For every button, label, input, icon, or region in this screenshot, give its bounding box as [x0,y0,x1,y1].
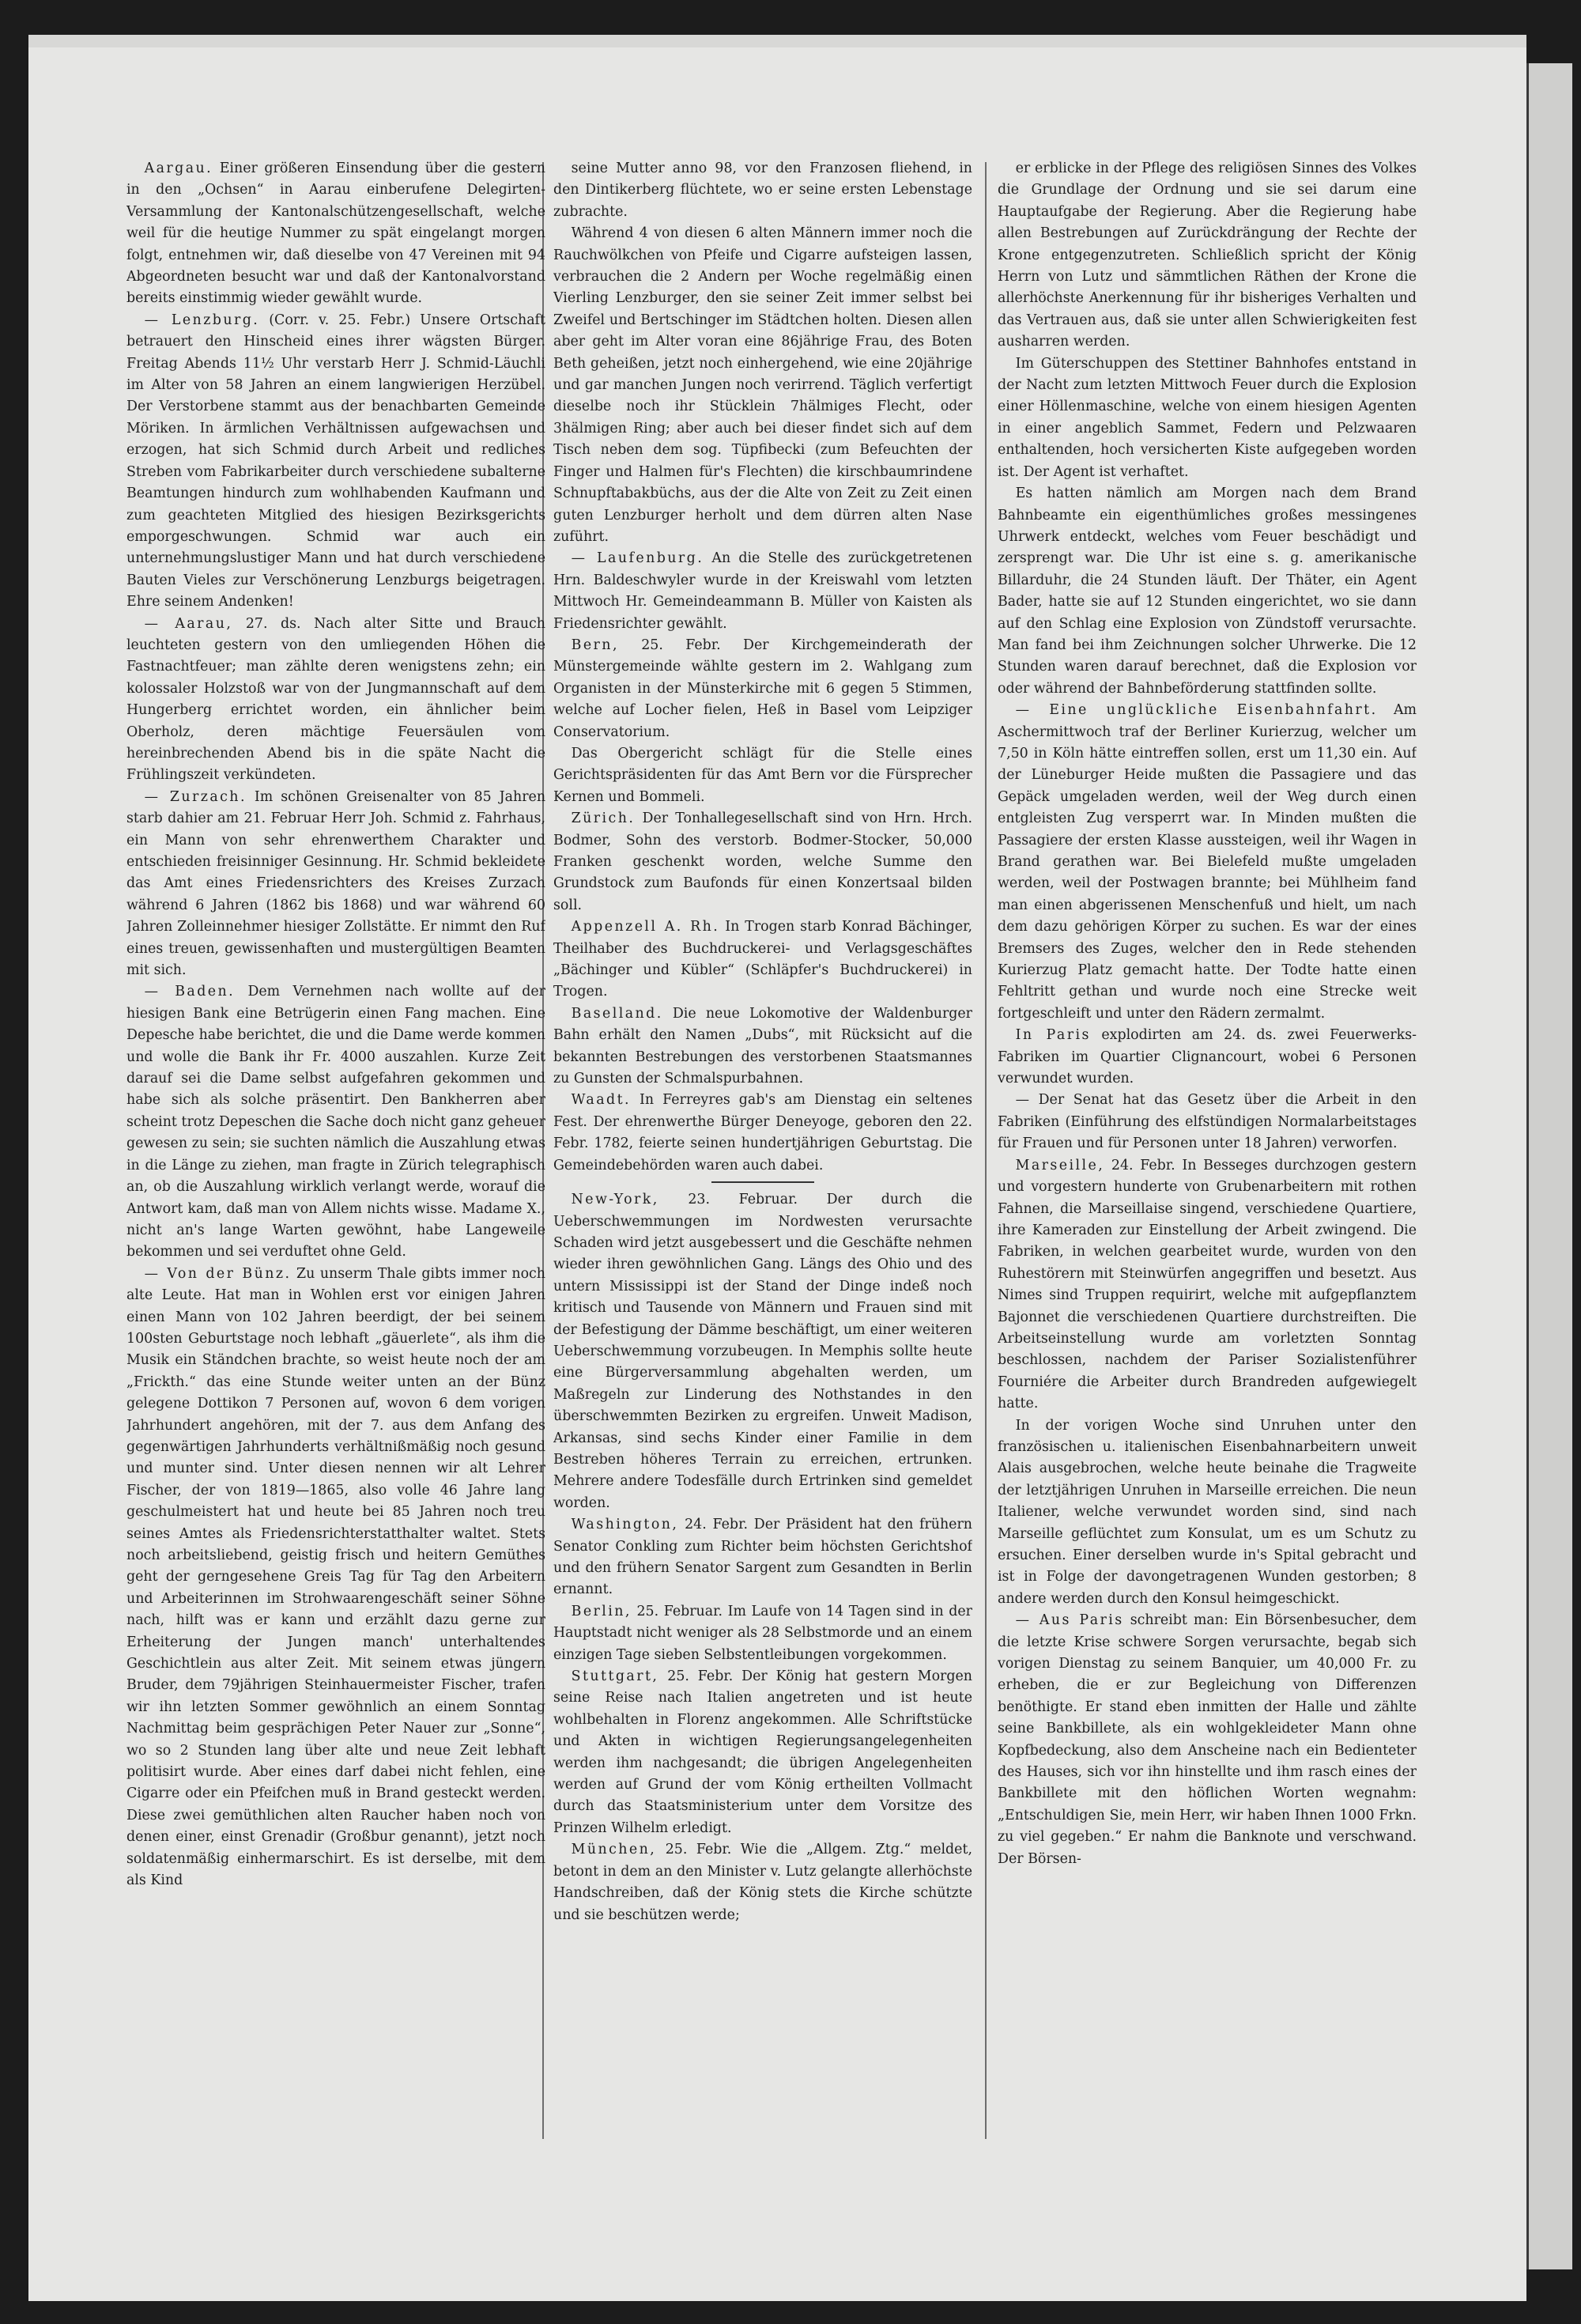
dateline: Zürich. [571,811,636,827]
article-paragraph [998,1090,1417,1154]
dateline: Marseille, [1015,1157,1105,1173]
paragraph-text: In Ferreyres gab's am Dienstag ein seltenes Fest. Der ehrenwerthe Bürger Deneyoge, geboren den 22. Febr. 1782, feierte seinen hundertjährigen Geburtstag. Die Gemeindebehörden waren auch dabei. [553,1092,972,1173]
article-paragraph [998,1155,1417,1415]
dateline: — Eine unglückliche Eisenbahnfahrt. [1015,702,1378,719]
dateline: — Aus Paris [1015,1612,1124,1629]
dateline: Baselland. [571,1005,663,1022]
dateline: — Aarau, [144,615,233,632]
paragraph-text: 25. Febr. Wie die „Allgem. Ztg.“ meldet, betont in dem an den Minister v. Lutz gelangte allerhöchste Handschreiben, daß der König stets die Kirche schützte und sie beschützen werde; [553,1842,972,1923]
paragraph-text: 25. Febr. Der Kirchgemeinderath der Münstergemeinde wählte gestern im 2. Wahlgang zum Organisten in der Münsterkirche mit 6 gegen 5 Stimmen, welche auf Locher fielen, Heß in Basel vom Leipziger Conservatorium. [553,637,972,740]
paragraph-text: Das Obergericht schlägt für die Stelle eines Gerichtspräsidenten für das Amt Bern vor die Fürsprecher Kernen und Bommeli. [553,745,972,805]
article-paragraph [553,1601,972,1666]
article-paragraph [553,635,972,743]
paragraph-text: 27. ds. Nach alter Sitte und Brauch leuchteten gestern von den umliegenden Höhen die Fastnachtfeuer; man zählte deren wenigstens zehn; ein kolossaler Holzstoß war von der Jungmannschaft auf dem Hungerberg errichtet worden, ein ähnlicher beim Oberholz, deren mächtige Feuersäulen vom hereinbrechenden Abend bis in die späte Nacht die Frühlingszeit verkündeten. [126,615,545,784]
dateline: — Zurzach. [144,788,247,805]
article-paragraph [998,1025,1417,1090]
article-paragraph [126,310,545,614]
article-paragraph [553,1189,972,1514]
dateline: — Laufenburg. [571,550,704,567]
dateline: Washington, [571,1517,679,1533]
paragraph-text: Im Güterschuppen des Stettiner Bahnhofes entstand in der Nacht zum letzten Mittwoch Feuer durch die Explosion einer Höllenmaschine, welche von einem hiesigen Agenten in einer angeblich Sammet, Federn und Pelzwaaren enthaltenden, hoch versicherten Kiste aufgegeben worden ist. Der Agent ist verhaftet. [998,355,1417,480]
column-divider [985,162,987,2139]
article-paragraph [553,1090,972,1177]
dateline: — Baden. [144,984,236,1000]
article-paragraph [998,353,1417,483]
dateline: Appenzell A. Rh. [571,919,720,935]
article-paragraph [126,981,545,1263]
dateline: Stuttgart, [571,1668,659,1685]
paragraph-text: 25. Februar. Im Laufe von 14 Tagen sind in der Hauptstadt nicht weniger als 28 Selbstmorde und an einem einzigen Tage sieben Selbstentleibungen vorgekommen. [553,1603,972,1663]
article-paragraph [553,916,972,1003]
text-column-1 [126,158,545,2214]
paragraph-text: Am Aschermittwoch traf der Berliner Kurierzug, welcher um 7,50 in Köln hätte eintreffen sollen, erst um 11,30 ein. Auf der Lüneburger Heide mußten die Passagiere und das Gepäck umgeladen werden, weil der Weg durch einen entgleisten Zug versperrt war. In Minden mußten die Passagiere der ersten Klasse aussteigen, weil ihr Wagen in Brand gerathen war. Bei Bielefeld mußte umgeladen werden, weil der Postwagen brannte; bei Mühlheim fand man einen abgerissenen Menschenfuß und hielt, um nach dem dazu gehörigen Körper zu suchen. Es war der eines Bremsers des Zuges, welcher den in Rede stehenden Kurierzug Platz gemacht hatte. Der Todte hatte einen Fehltritt gethan und wurde noch eine Strecke weit fortgeschleift und unter den Rädern zermalmt. [998,702,1417,1022]
article-paragraph [553,743,972,808]
paragraph-text: Es hatten nämlich am Morgen nach dem Brand Bahnbeamte ein eigenthümliches großes messingenes Uhrwerk entdeckt, welches vom Feuer beschädigt und zersprengt war. Die Uhr ist eine s. g. amerikanische Billarduhr, die 24 Stunden läuft. Der Thäter, ein Agent Bader, hatte sie auf 12 Stunden eingerichtet, wo sie dann auf den Schlag eine Explosion von Zündstoff verursachte. Man fand bei ihm Zeichnungen solcher Uhrwerke. Die 12 Stunden waren darauf berechnet, daß die Explosion vor oder während der Bahnbeförderung stattfinden sollte. [998,486,1417,697]
paragraph-text: seine Mutter anno 98, vor den Franzosen fliehend, in den Dintikerberg flüchtete, wo er seine ersten Lebenstage zubrachte. [553,161,972,220]
article-paragraph [553,808,972,916]
paragraph-text: — Der Senat hat das Gesetz über die Arbeit in den Fabriken (Einführung des elfstündigen Normalarbeitstages für Frauen und für Personen unter 18 Jahren) verworfen. [998,1092,1417,1152]
article-paragraph [553,223,972,548]
paragraph-text: Während 4 von diesen 6 alten Männern immer noch die Rauchwölkchen von Pfeife und Cigarre aufsteigen lassen, verbrauchen die 2 Andern per Woche regelmäßig einen Vierling Lenzburger, den sie seiner Zeit immer selbst bei Zweifel und Bertschinger im Städtchen holten. Diesen allen aber geht im Alter voran eine 86jährige Frau, des Boten Beth geheißen, jetzt noch einhergehend, wie eine 20jährige und gar manchen Jungen noch verirrend. Täglich verfertigt dieselbe noch ihr Stücklein 7hälmiges Flecht, oder 3hälmigen Ring; aber auch bei dieser findet sich auf dem Tisch neben dem sog. Tüpfibecki (zum Befeuchten der Finger und Halmen für's Flechten) die kirschbaumrindene Schnupftabakbüchs, aus der die Alte von Zeit zu Zeit einen guten Lenzburger herholt und dem dürren alten Nase zuführt. [553,225,972,545]
dateline: Aargau. [144,161,213,176]
paragraph-text: An die Stelle des zurückgetretenen Hrn. Baldeschwyler wurde in der Kreiswahl vom letzten Mittwoch Hr. Gemeindeammann B. Müller von Kaisten als Friedensrichter gewählt. [553,550,972,632]
article-paragraph [553,158,972,223]
dateline: Berlin, [571,1603,632,1619]
next-page-edge [1526,63,1572,2269]
article-paragraph [998,1610,1417,1870]
dateline: New-York, [571,1192,659,1208]
paragraph-text: 25. Febr. Der König hat gestern Morgen seine Reise nach Italien angetreten und ist heute wohlbehalten in Florenz angekommen. Alle Schriftstücke und Akten in wichtigen Regierungsangelegenheiten werden ihm nachgesandt; die übrigen Angelegenheiten werden auf Grund der vom König ertheilten Vollmacht durch das Staatsministerium unter dem Vorsitze des Prinzen Wilhelm erledigt. [553,1668,972,1836]
paragraph-text: Zu unserm Thale gibts immer noch alte Leute. Hat man in Wohlen erst vor einigen Jahren einen Mann von 102 Jahren beerdigt, der bei seinem 100sten Geburtstage noch lebhaft „gäuerlete“, als ihm die Musik ein Ständchen brachte, so weist heute noch der am „Frickth.“ das eine Stunde weiter unten an der Bünz gelegene Dottikon 7 Personen auf, wovon 6 dem vorigen Jahrhundert angehören, mit der 7. aus dem Anfang des gegenwärtigen Jahrhunderts verhältnißmäßig noch gesund und munter sind. Unter diesen nennen wir alt Lehrer Fischer, der von 1819—1865, also volle 46 Jahre lang geschulmeistert hat und heute bei 85 Jahren noch treu seines Amtes als Friedensrichterstatthalter waltet. Stets noch arbeitsliebend, geistig frisch und heitern Gemüthes geht der gerngesehene Greis Tag für Tag den Arbeitern und Arbeiterinnen im Strohwaarengeschäft seiner Söhne nach, hilft was er kann und erzählt dazu gerne zur Erheiterung der Jungen manch' unterhaltendes Geschichtlein aus alter Zeit. Mit seinem etwas jüngern Bruder, dem 79jährigen Steinhauermeister Fischer, trafen wir ihn letzten Sommer gewöhnlich an einem Sonntag Nachmittag beim gesprächigen Peter Nauer zur „Sonne“, wo so 2 Stunden lang über alte und neue Zeit lebhaft politisirt wurde. Aber eines darf dabei nicht fehlen, eine Cigarre oder ein Pfeifchen muß in Brand gesteckt werden. Diese zwei gemüthlichen alten Raucher haben noch von denen einer, einst Grenadir (Großbur genannt), jetzt noch soldatenmäßig einhermarschirt. Es ist derselbe, mit dem als Kind [126,1265,545,1889]
dateline: Waadt. [571,1092,631,1109]
article-paragraph [998,700,1417,1025]
article-paragraph [553,1666,972,1839]
paragraph-text: er erblicke in der Pflege des religiösen Sinnes des Volkes die Grundlage der Ordnung und sie sei darum eine Hauptaufgabe der Regierung. Aber die Regierung habe allen Bestrebungen auf Zurückdrängung der Rechte der Krone entgegenzutreten. Schließlich spricht der König Herrn von Lutz und sämmtlichen Räthen der Krone die allerhöchste Anerkennung für ihr bisheriges Verhalten und das Vertrauen aus, daß sie unter allen Schwierigkeiten fest ausharren werden. [998,161,1417,350]
dateline: — Lenzburg. [144,312,260,328]
paragraph-text: Im schönen Greisenalter von 85 Jahren starb dahier am 21. Februar Herr Joh. Schmid z. Fahrhaus, ein Mann von sehr ehrenwerthem Charakter und entschieden freisinniger Gesinnung. Hr. Schmid bekleidete das Amt eines Friedensrichters des Kreises Zurzach während 6 Jahren (1862 bis 1868) und war während 60 Jahren Zolleinnehmer hiesiger Zollstätte. Er nimmt den Ruf eines treuen, gewissenhaften und mustergültigen Beamten mit sich. [126,788,545,979]
article-paragraph [998,1415,1417,1611]
article-paragraph [553,1839,972,1926]
paragraph-text: Dem Vernehmen nach wollte auf der hiesigen Bank eine Betrügerin einen Fang machen. Eine Depesche habe berichtet, die und die Dame werde kommen und wolle die Bank ihr Fr. 4000 auszahlen. Kurze Zeit darauf sei die Dame selbst aufgefahren gekommen und habe sich als solche präsentirt. Den Bankherren aber scheint trotz Depeschen die Sache doch nicht ganz geheuer gewesen zu sein; sie suchten nämlich die Auszahlung etwas in die Länge zu ziehen, man fragte in Zürich telegraphisch an, ob die Auszahlung wirklich verlangt werde, worauf die Antwort kam, daß man von Allem nichts wisse. Madame X., nicht an's lange Warten gewöhnt, habe Langeweile bekommen und sei verduftet ohne Geld. [126,984,545,1260]
article-paragraph [553,1003,972,1090]
paragraph-text: Der Tonhallegesellschaft sind von Hrn. Hrch. Bodmer, Sohn des verstorb. Bodmer-Stocker, 50,000 Franken geschenkt worden, welche Summe den Grundstock zum Baufonds für einen Konzertsaal bilden soll. [553,811,972,913]
paragraph-text: 24. Febr. Der Präsident hat den frühern Senator Conkling zum Richter beim höchsten Gerichtshof und den frühern Senator Sargent zum Gesandten in Berlin ernannt. [553,1517,972,1598]
article-paragraph [126,1264,545,1892]
article-paragraph [553,548,972,635]
article-paragraph [126,158,545,310]
article-paragraph [998,158,1417,353]
text-column-2 [553,158,972,2214]
dateline: München, [571,1842,657,1858]
paragraph-text: In Trogen starb Konrad Bächinger, Theilhaber des Buchdruckerei- und Verlagsgeschäftes „Bächinger und Kübler“ (Schläpfer's Buchdruckerei) in Trogen. [553,919,972,1000]
article-paragraph [553,1514,972,1601]
paragraph-text: explodirten am 24. ds. zwei Feuerwerks-Fabriken im Quartier Clignancourt, wobei 6 Personen verwundet wurden. [998,1027,1417,1087]
dateline: Bern, [571,637,619,653]
paragraph-text: Einer größeren Einsendung über die gestern in den „Ochsen“ in Aarau einberufene Delegirten-Versammlung der Kantonalschützengesellschaft, welche weil für die heutige Nummer zu spät eingelangt morgen folgt, entnehmen wir, daß dieselbe von 47 Vereinen mit 94 Abgeordneten besucht war und daß der Kantonalvorstand bereits einstimmig wieder gewählt wurde. [126,161,545,307]
paragraph-text: Die neue Lokomotive der Waldenburger Bahn erhält den Namen „Dubs“, mit Rücksicht auf die bekannten Bestrebungen des verstorbenen Staatsmannes zu Gunsten der Schmalspurbahnen. [553,1005,972,1087]
dateline: In Paris [1015,1027,1091,1044]
article-paragraph [126,614,545,787]
paragraph-text: schreibt man: Ein Börsenbesucher, dem die letzte Krise schwere Sorgen verursachte, begab sich vorigen Dienstag zu seinem Banquier, um 40,000 Fr. zu erheben, die er zur Begleichung von Differenzen benöthigte. Er stand eben inmitten der Halle und zählte seine Bankbillete, als ein wohlgekleideter Mann ohne Kopfbedeckung, also dem Anscheine nach ein Bedienteter des Hauses, sich vor ihn hinstellte und ihm rasch eines der Bankbillete mit den höflichen Worten wegnahm: „Entschuldigen Sie, mein Herr, wir haben Ihnen 1000 Frkn. zu viel gegeben.“ Er nahm die Banknote und verschwand. Der Börsen- [998,1612,1417,1867]
paragraph-text: In der vorigen Woche sind Unruhen unter den französischen u. italienischen Eisenbahnarbeitern unweit Alais ausgebrochen, welche heute beinahe die Tragweite der letztjährigen Unruhen in Marseille erreichen. Die neun Italiener, welche verwundet worden sind, sind nach Marseille geflüchtet zum Konsulat, um es um Schutz zu ersuchen. Einer derselben wurde in's Spital gebracht und ist in Folge der davongetragenen Wunden gestorben; 8 andere werden durch den Konsul heimgeschickt. [998,1417,1417,1607]
article-paragraph [126,787,545,982]
paragraph-text: (Corr. v. 25. Febr.) Unsere Ortschaft betrauert den Hinscheid eines ihrer wägsten Bürger. Freitag Abends 11½ Uhr verstarb Herr J. Schmid-Läuchli im Alter von 58 Jahren an einem langwierigen Herzübel. Der Verstorbene stammt aus der benachbarten Gemeinde Möriken. In ärmlichen Verhältnissen aufgewachsen und erzogen, hat sich Schmid durch Arbeit und redliches Streben vom Fabrikarbeiter durch verschiedene subalterne Beamtungen hindurch zum wohlhabenden Kaufmann und zum geachteten Mitglied des hiesigen Bezirksgerichts emporgeschwungen. Schmid war auch ein unternehmungslustiger Mann und hat durch verschiedene Bauten Vieles zur Verschönerung Lenzburgs beigetragen. Ehre seinem Andenken! [126,312,545,610]
paragraph-text: 23. Februar. Der durch die Ueberschwemmungen im Nordwesten verursachte Schaden wird jetzt ausgebessert und die Geschäfte nehmen wieder ihren gewöhnlichen Gang. Längs des Ohio und des untern Mississippi ist der Stand der Dinge indeß noch kritisch und Tausende von Männern und Frauen sind mit der Befestigung der Dämme beschäftigt, um einer weiteren Ueberschwemmung vorzubeugen. In Memphis sollte heute eine Bürgerversammlung abgehalten werden, um Maßregeln zur Linderung des Nothstandes in den überschwemmten Bezirken zu ergreifen. Unweit Madison, Arkansas, sind sechs Kinder einer Familie in dem Bestreben höheres Terrain zu erreichen, ertrunken. Mehrere andere Todesfälle durch Ertrinken sind gemeldet worden. [553,1192,972,1511]
text-column-3 [998,158,1417,2214]
paragraph-text: 24. Febr. In Besseges durchzogen gestern und vorgestern hunderte von Grubenarbeitern mit rothen Fahnen, die Marseillaise singend, verschiedene Quartiere, ihre Kameraden zur Einstellung der Arbeit zwingend. Die Fabriken, in welchen gearbeitet wurde, wurden von den Ruhestörern mit Steinwürfen angegriffen und besetzt. Aus Nimes sind Truppen requirirt, welche mit aufgepflanztem Bajonnet die verschiedenen Quartiere durchstreiften. Die Arbeitseinstellung wurde am vorletzten Sonntag beschlossen, nachdem der Pariser Sozialistenführer Fourniére die Arbeiter durch Brandreden aufgewiegelt hatte. [998,1157,1417,1412]
section-separator [711,1181,814,1183]
article-paragraph [998,483,1417,700]
dateline: — Von der Bünz. [144,1265,292,1282]
